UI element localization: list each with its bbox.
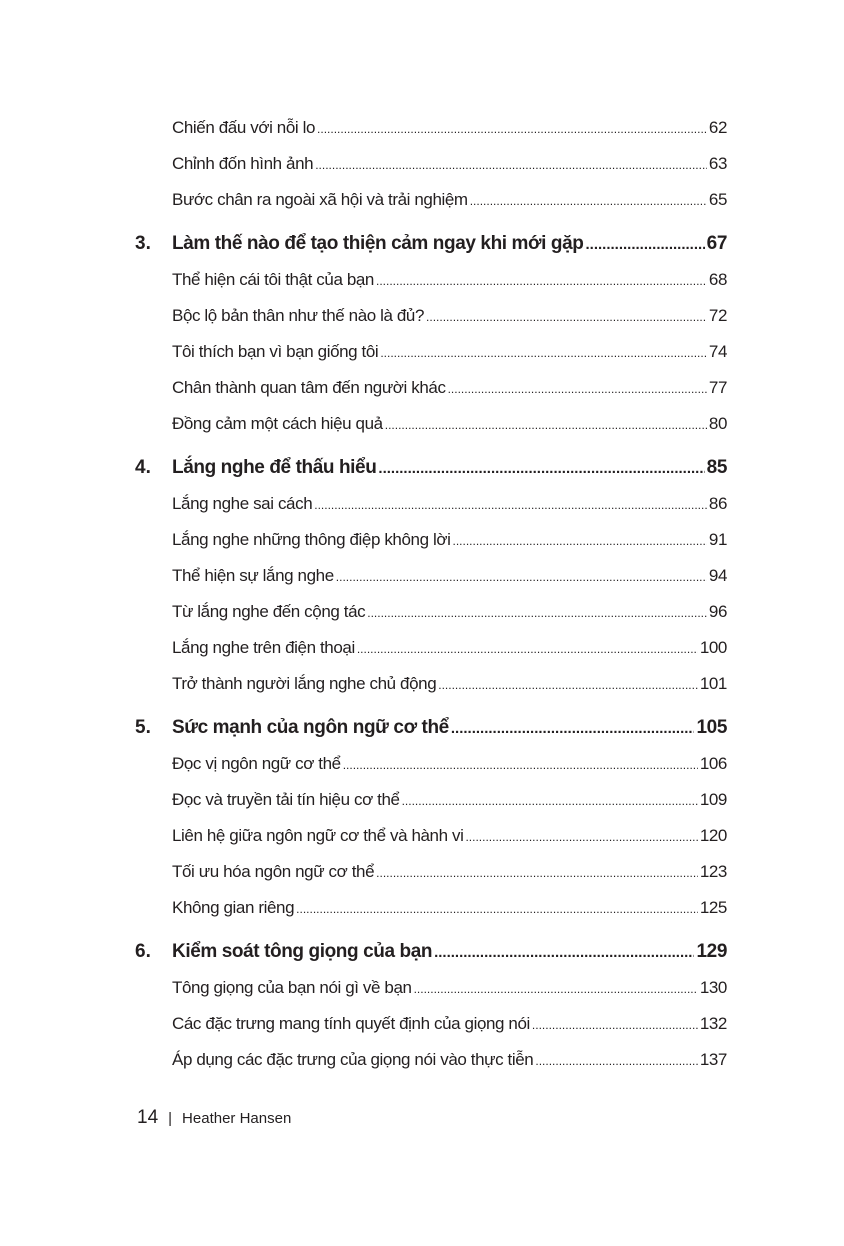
toc-line	[172, 826, 727, 846]
page-number: 14	[137, 1107, 159, 1128]
table-of-contents	[0, 110, 844, 1078]
toc-line	[172, 414, 727, 434]
toc-line	[172, 754, 727, 774]
toc-section-entry	[0, 558, 844, 594]
toc-line	[172, 978, 727, 998]
toc-title: Lắng nghe những thông điệp không lời	[172, 530, 451, 549]
toc-title: Lắng nghe để thấu hiểu	[172, 457, 377, 478]
footer-separator: |	[168, 1110, 173, 1127]
toc-line	[172, 566, 727, 586]
dot-leader	[448, 382, 707, 396]
toc-title: Đọc và truyền tải tín hiệu cơ thể	[172, 790, 400, 809]
chapter-number: 6.	[135, 941, 151, 962]
toc-page-number: 132	[699, 1014, 727, 1033]
dot-leader	[296, 902, 698, 916]
toc-chapter-entry	[0, 934, 844, 970]
toc-section-entry	[0, 486, 844, 522]
toc-title: Lắng nghe sai cách	[172, 494, 313, 513]
toc-title: Bước chân ra ngoài xã hội và trải nghiệm	[172, 190, 468, 209]
toc-section-entry	[0, 854, 844, 890]
toc-title: Tối ưu hóa ngôn ngữ cơ thể	[172, 862, 375, 881]
dot-leader	[535, 1054, 697, 1068]
toc-title: Không gian riêng	[172, 898, 295, 917]
dot-leader	[376, 274, 707, 288]
toc-section-entry	[0, 818, 844, 854]
toc-page-number: 65	[708, 190, 727, 209]
toc-title: Chỉnh đốn hình ảnh	[172, 154, 314, 173]
toc-line	[172, 457, 727, 479]
toc-page-number: 85	[706, 457, 727, 478]
toc-section-entry	[0, 1006, 844, 1042]
toc-title: Đọc vị ngôn ngữ cơ thể	[172, 754, 341, 773]
toc-line	[172, 790, 727, 810]
toc-title: Sức mạnh của ngôn ngữ cơ thể	[172, 717, 449, 738]
dot-leader	[434, 944, 694, 961]
dot-leader	[315, 158, 707, 172]
toc-line	[172, 494, 727, 514]
toc-line	[172, 190, 727, 210]
toc-line	[172, 898, 727, 918]
toc-section-entry	[0, 334, 844, 370]
toc-page-number: 91	[708, 530, 727, 549]
toc-section-entry	[0, 110, 844, 146]
toc-line	[172, 306, 727, 326]
toc-section-entry	[0, 666, 844, 702]
dot-leader	[380, 346, 707, 360]
toc-line	[172, 862, 727, 882]
toc-section-entry	[0, 146, 844, 182]
toc-title: Liên hệ giữa ngôn ngữ cơ thể và hành vi	[172, 826, 464, 845]
dot-leader	[343, 758, 698, 772]
dot-leader	[385, 418, 707, 432]
toc-page-number: 96	[708, 602, 727, 621]
toc-line	[172, 638, 727, 658]
dot-leader	[438, 678, 698, 692]
dot-leader	[451, 720, 695, 737]
toc-page-number: 137	[699, 1050, 727, 1069]
dot-leader	[336, 570, 707, 584]
toc-line	[172, 941, 727, 963]
toc-chapter-entry	[0, 450, 844, 486]
toc-line	[172, 154, 727, 174]
toc-section-entry	[0, 298, 844, 334]
toc-page-number: 72	[708, 306, 727, 325]
toc-section-entry	[0, 594, 844, 630]
page-footer	[137, 1107, 291, 1129]
toc-page-number: 74	[708, 342, 727, 361]
toc-line	[172, 602, 727, 622]
toc-page-number: 125	[699, 898, 727, 917]
toc-title: Kiểm soát tông giọng của bạn	[172, 941, 433, 962]
toc-page-number: 100	[699, 638, 727, 657]
toc-chapter-entry	[0, 710, 844, 746]
dot-leader	[452, 534, 706, 548]
dot-leader	[532, 1018, 698, 1032]
toc-line	[172, 270, 727, 290]
toc-page-number: 80	[708, 414, 727, 433]
toc-title: Tôi thích bạn vì bạn giống tôi	[172, 342, 379, 361]
dot-leader	[414, 982, 698, 996]
toc-page-number: 106	[699, 754, 727, 773]
toc-line	[172, 1014, 727, 1034]
dot-leader	[465, 830, 697, 844]
toc-page-number: 101	[699, 674, 727, 693]
toc-page-number: 105	[696, 717, 727, 738]
toc-page-number: 120	[699, 826, 727, 845]
toc-title: Lắng nghe trên điện thoại	[172, 638, 355, 657]
toc-section-entry	[0, 522, 844, 558]
toc-title: Bộc lộ bản thân như thế nào là đủ?	[172, 306, 425, 325]
toc-page-number: 62	[708, 118, 727, 137]
toc-line	[172, 674, 727, 694]
toc-line	[172, 1050, 727, 1070]
toc-title: Từ lắng nghe đến cộng tác	[172, 602, 366, 621]
toc-line	[172, 342, 727, 362]
dot-leader	[426, 310, 707, 324]
toc-chapter-entry	[0, 226, 844, 262]
dot-leader	[317, 122, 707, 136]
toc-title: Đồng cảm một cách hiệu quả	[172, 414, 383, 433]
toc-page-number: 94	[708, 566, 727, 585]
chapter-number: 3.	[135, 233, 151, 254]
toc-title: Trở thành người lắng nghe chủ động	[172, 674, 437, 693]
toc-line	[172, 118, 727, 138]
toc-section-entry	[0, 890, 844, 926]
toc-section-entry	[0, 970, 844, 1006]
dot-leader	[378, 460, 704, 477]
toc-title: Làm thế nào để tạo thiện cảm ngay khi mới gặp	[172, 233, 584, 254]
toc-page-number: 109	[699, 790, 727, 809]
toc-section-entry	[0, 782, 844, 818]
toc-title: Các đặc trưng mang tính quyết định của giọng nói	[172, 1014, 530, 1033]
toc-page-number: 129	[696, 941, 727, 962]
toc-line	[172, 717, 727, 739]
toc-page-number: 77	[708, 378, 727, 397]
dot-leader	[585, 236, 704, 253]
dot-leader	[357, 642, 698, 656]
toc-section-entry	[0, 262, 844, 298]
toc-line	[172, 378, 727, 398]
toc-section-entry	[0, 1042, 844, 1078]
toc-title: Chân thành quan tâm đến người khác	[172, 378, 446, 397]
toc-page-number: 67	[706, 233, 727, 254]
toc-title: Thể hiện cái tôi thật của bạn	[172, 270, 374, 289]
toc-section-entry	[0, 630, 844, 666]
author-name: Heather Hansen	[182, 1110, 292, 1127]
toc-section-entry	[0, 746, 844, 782]
toc-page-number: 130	[699, 978, 727, 997]
toc-section-entry	[0, 406, 844, 442]
toc-title: Tông giọng của bạn nói gì về bạn	[172, 978, 412, 997]
toc-line	[172, 233, 727, 255]
toc-page-number: 86	[708, 494, 727, 513]
dot-leader	[470, 194, 707, 208]
toc-title: Thể hiện sự lắng nghe	[172, 566, 334, 585]
toc-line	[172, 530, 727, 550]
dot-leader	[402, 794, 698, 808]
dot-leader	[314, 498, 707, 512]
dot-leader	[367, 606, 707, 620]
chapter-number: 4.	[135, 457, 151, 478]
dot-leader	[376, 866, 698, 880]
toc-title: Chiến đấu với nỗi lo	[172, 118, 316, 137]
toc-page-number: 68	[708, 270, 727, 289]
toc-page-number: 63	[708, 154, 727, 173]
toc-title: Áp dụng các đặc trưng của giọng nói vào thực tiễn	[172, 1050, 534, 1069]
toc-section-entry	[0, 182, 844, 218]
toc-page-number: 123	[699, 862, 727, 881]
toc-section-entry	[0, 370, 844, 406]
chapter-number: 5.	[135, 717, 151, 738]
